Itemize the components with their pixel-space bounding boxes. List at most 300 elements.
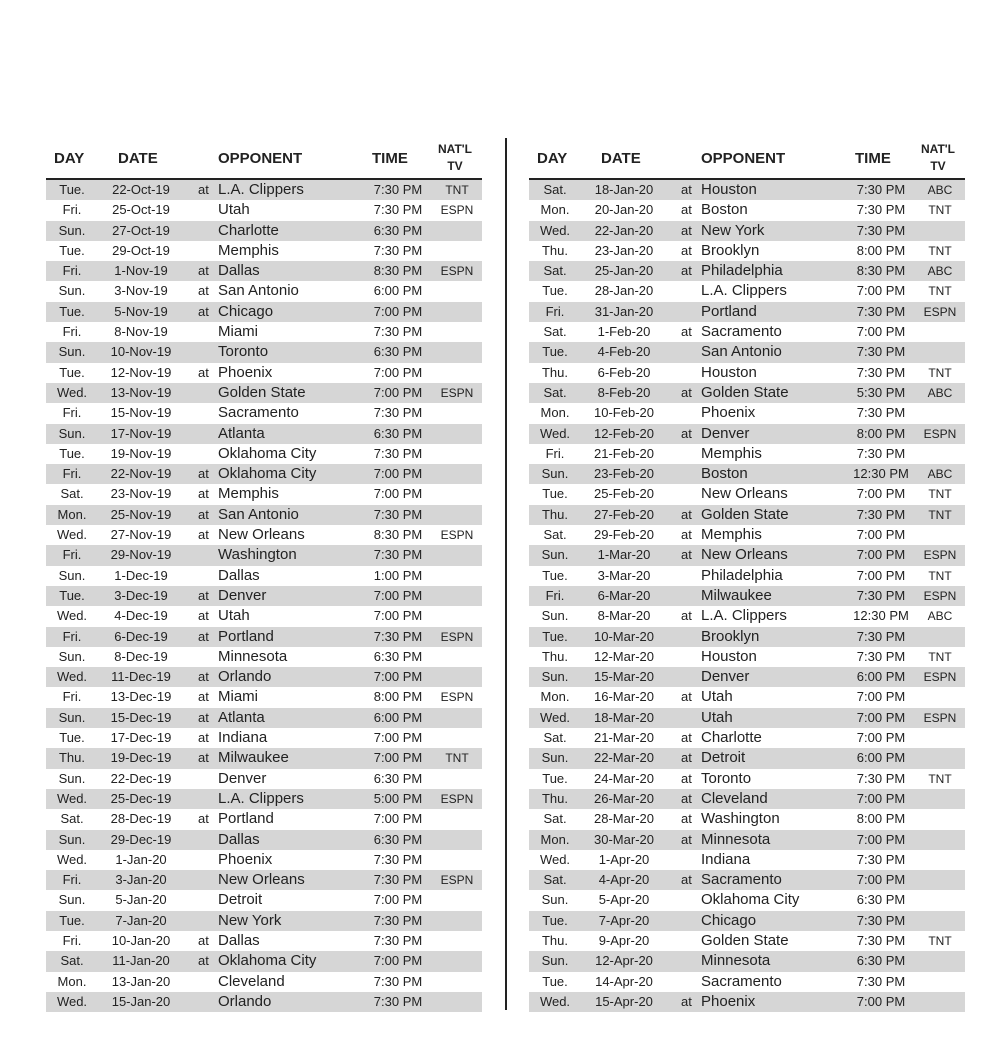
- cell-date: 1-Apr-20: [598, 851, 650, 867]
- cell-opponent: Chicago: [218, 302, 274, 320]
- cell-day: Tue.: [542, 973, 568, 989]
- cell-time: 6:30 PM: [856, 892, 906, 908]
- cell-date: 1-Dec-19: [114, 567, 168, 583]
- cell-away-marker: at: [198, 628, 209, 644]
- cell-opponent: L.A. Clippers: [218, 789, 304, 807]
- cell-opponent: Portland: [218, 810, 274, 828]
- cell-opponent: Golden State: [701, 383, 789, 401]
- cell-national-tv: TNT: [928, 649, 952, 664]
- cell-time: 7:00 PM: [373, 466, 423, 482]
- cell-away-marker: at: [681, 263, 692, 279]
- cell-opponent: Cleveland: [218, 972, 285, 990]
- cell-time: 7:30 PM: [856, 587, 906, 603]
- cell-day: Mon.: [540, 831, 570, 847]
- cell-time: 7:30 PM: [856, 405, 906, 421]
- cell-day: Tue.: [542, 344, 568, 360]
- cell-day: Sat.: [60, 953, 84, 969]
- cell-opponent: Milwaukee: [218, 749, 289, 767]
- cell-day: Wed.: [539, 425, 571, 441]
- table-row: [46, 830, 482, 850]
- cell-day: Fri.: [545, 303, 565, 319]
- cell-day: Fri.: [62, 547, 82, 563]
- cell-time: 7:00 PM: [373, 486, 423, 502]
- cell-opponent: San Antonio: [218, 282, 299, 300]
- cell-time: 6:30 PM: [373, 222, 423, 238]
- cell-day: Wed.: [56, 851, 88, 867]
- cell-time: 7:00 PM: [856, 283, 906, 299]
- cell-day: Sun.: [58, 709, 86, 725]
- cell-away-marker: at: [681, 730, 692, 746]
- cell-time: 7:30 PM: [856, 202, 906, 218]
- cell-national-tv: ESPN: [923, 304, 957, 319]
- table-row: [529, 627, 965, 647]
- cell-day: Sat.: [543, 527, 567, 543]
- cell-away-marker: at: [198, 932, 209, 948]
- cell-time: 5:30 PM: [856, 384, 906, 400]
- cell-day: Mon.: [57, 506, 87, 522]
- cell-time: 7:30 PM: [373, 242, 423, 258]
- cell-day: Wed.: [56, 384, 88, 400]
- cell-day: Wed.: [56, 527, 88, 543]
- cell-day: Tue.: [59, 303, 85, 319]
- cell-date: 22-Oct-19: [112, 182, 170, 197]
- cell-away-marker: at: [198, 811, 209, 827]
- cell-day: Wed.: [539, 709, 571, 725]
- table-row: [46, 647, 482, 667]
- table-row: [529, 566, 965, 586]
- table-row: [529, 789, 965, 809]
- cell-opponent: Oklahoma City: [701, 891, 800, 909]
- cell-date: 5-Apr-20: [598, 892, 650, 908]
- cell-day: Fri.: [62, 466, 82, 482]
- table-row: [529, 890, 965, 910]
- table-row: [529, 992, 965, 1012]
- cell-opponent: Miami: [218, 323, 258, 341]
- table-row: [46, 484, 482, 504]
- cell-away-marker: at: [681, 547, 692, 563]
- table-row: [529, 809, 965, 829]
- cell-away-marker: at: [681, 527, 692, 543]
- cell-time: 7:00 PM: [373, 750, 423, 766]
- cell-away-marker: at: [681, 831, 692, 847]
- cell-time: 6:00 PM: [373, 709, 423, 725]
- table-row: [46, 687, 482, 707]
- table-row: [529, 464, 965, 484]
- cell-time: 6:30 PM: [373, 770, 423, 786]
- cell-time: 7:00 PM: [373, 364, 423, 380]
- cell-opponent: Golden State: [218, 383, 306, 401]
- table-row: [46, 383, 482, 403]
- cell-opponent: Golden State: [701, 931, 789, 949]
- cell-away-marker: at: [681, 993, 692, 1009]
- table-row: [46, 870, 482, 890]
- cell-time: 7:30 PM: [373, 324, 423, 340]
- cell-date: 26-Mar-20: [594, 790, 654, 806]
- cell-opponent: Brooklyn: [701, 241, 760, 259]
- cell-opponent: Oklahoma City: [218, 444, 317, 462]
- cell-opponent: Dallas: [218, 262, 260, 280]
- cell-away-marker: at: [681, 689, 692, 705]
- cell-opponent: Minnesota: [701, 830, 771, 848]
- cell-opponent: Boston: [701, 465, 748, 483]
- cell-date: 10-Mar-20: [594, 628, 654, 644]
- cell-opponent: Indiana: [218, 729, 268, 747]
- table-row: [529, 342, 965, 362]
- table-row: [46, 992, 482, 1012]
- cell-opponent: Utah: [218, 607, 250, 625]
- cell-date: 11-Jan-20: [112, 953, 170, 969]
- cell-date: 24-Mar-20: [594, 770, 654, 786]
- table-row: [529, 708, 965, 728]
- cell-time: 7:30 PM: [856, 506, 906, 522]
- cell-day: Sun.: [58, 567, 86, 583]
- cell-time: 8:00 PM: [856, 425, 906, 441]
- cell-day: Sat.: [543, 730, 567, 746]
- cell-date: 17-Dec-19: [110, 730, 172, 746]
- cell-day: Wed.: [539, 993, 571, 1009]
- cell-opponent: Toronto: [701, 769, 752, 787]
- cell-date: 20-Jan-20: [594, 202, 654, 218]
- table-row: [46, 281, 482, 301]
- cell-time: 7:30 PM: [856, 222, 906, 238]
- table-row: [529, 586, 965, 606]
- cell-day: Sun.: [58, 770, 86, 786]
- cell-day: Sat.: [543, 263, 567, 279]
- cell-date: 13-Jan-20: [111, 973, 171, 989]
- cell-time: 8:00 PM: [856, 811, 906, 827]
- cell-opponent: Washington: [218, 546, 297, 564]
- cell-day: Thu.: [541, 932, 568, 948]
- cell-date: 27-Nov-19: [110, 527, 172, 543]
- cell-date: 25-Dec-19: [110, 790, 172, 806]
- cell-day: Sun.: [58, 344, 86, 360]
- cell-away-marker: at: [198, 709, 209, 725]
- cell-date: 10-Feb-20: [594, 405, 654, 421]
- cell-date: 29-Dec-19: [110, 831, 172, 847]
- cell-opponent: Sacramento: [701, 323, 782, 341]
- cell-opponent: Phoenix: [701, 992, 756, 1010]
- cell-date: 23-Nov-19: [110, 486, 172, 502]
- cell-opponent: Dallas: [218, 830, 260, 848]
- cell-away-marker: at: [681, 506, 692, 522]
- table-row: [46, 586, 482, 606]
- cell-day: Tue.: [542, 567, 568, 583]
- cell-date: 22-Jan-20: [594, 222, 654, 238]
- cell-opponent: New Orleans: [701, 485, 788, 503]
- table-row: [46, 850, 482, 870]
- cell-date: 8-Dec-19: [114, 648, 168, 664]
- cell-away-marker: at: [198, 263, 209, 279]
- cell-time: 7:30 PM: [373, 973, 423, 989]
- cell-time: 7:30 PM: [856, 973, 906, 989]
- table-row: [46, 322, 482, 342]
- table-row: [46, 606, 482, 626]
- cell-time: 7:00 PM: [373, 384, 423, 400]
- cell-time: 7:00 PM: [373, 892, 423, 908]
- cell-day: Sun.: [541, 953, 569, 969]
- cell-date: 28-Jan-20: [594, 283, 654, 299]
- table-row: [46, 444, 482, 464]
- cell-day: Sun.: [58, 283, 86, 299]
- cell-national-tv: TNT: [928, 243, 952, 258]
- cell-date: 16-Mar-20: [594, 689, 654, 705]
- table-row: [46, 627, 482, 647]
- table-row: [529, 200, 965, 220]
- cell-time: 7:30 PM: [856, 182, 906, 197]
- cell-away-marker: at: [681, 872, 692, 888]
- cell-time: 7:00 PM: [856, 324, 906, 340]
- table-row: [529, 302, 965, 322]
- cell-date: 27-Feb-20: [594, 506, 654, 522]
- table-row: [529, 424, 965, 444]
- cell-opponent: Memphis: [218, 485, 279, 503]
- header-time: TIME: [855, 150, 891, 167]
- cell-national-tv: ESPN: [923, 670, 957, 685]
- table-row: [46, 809, 482, 829]
- cell-time: 7:30 PM: [856, 364, 906, 380]
- cell-day: Fri.: [62, 202, 82, 218]
- table-row: [529, 505, 965, 525]
- cell-opponent: Orlando: [218, 992, 272, 1010]
- cell-time: 6:00 PM: [373, 283, 423, 299]
- cell-opponent: Minnesota: [218, 647, 288, 665]
- cell-opponent: San Antonio: [218, 505, 299, 523]
- cell-date: 22-Mar-20: [594, 750, 654, 766]
- cell-away-marker: at: [681, 790, 692, 806]
- cell-date: 14-Apr-20: [595, 973, 653, 989]
- cell-time: 7:30 PM: [373, 851, 423, 867]
- column-divider: [505, 138, 507, 1010]
- table-row: [46, 728, 482, 748]
- cell-date: 5-Nov-19: [114, 303, 168, 319]
- cell-time: 7:30 PM: [856, 445, 906, 461]
- table-row: [529, 972, 965, 992]
- cell-away-marker: at: [198, 466, 209, 482]
- cell-time: 7:30 PM: [373, 547, 423, 563]
- cell-away-marker: at: [681, 750, 692, 766]
- cell-date: 11-Dec-19: [111, 669, 171, 685]
- cell-date: 17-Nov-19: [110, 425, 172, 441]
- cell-time: 7:00 PM: [373, 303, 423, 319]
- cell-day: Tue.: [59, 242, 85, 258]
- cell-day: Thu.: [541, 242, 568, 258]
- cell-national-tv: TNT: [445, 751, 469, 766]
- cell-opponent: Memphis: [701, 444, 762, 462]
- cell-opponent: Atlanta: [218, 708, 265, 726]
- cell-time: 7:30 PM: [373, 872, 423, 888]
- cell-time: 7:30 PM: [856, 851, 906, 867]
- cell-away-marker: at: [198, 364, 209, 380]
- table-row: [46, 769, 482, 789]
- cell-national-tv: TNT: [445, 183, 469, 197]
- table-row: [529, 667, 965, 687]
- cell-national-tv: ESPN: [440, 264, 474, 279]
- cell-opponent: Detroit: [218, 891, 263, 909]
- cell-away-marker: at: [198, 587, 209, 603]
- cell-date: 3-Dec-19: [114, 587, 168, 603]
- cell-opponent: Memphis: [218, 241, 279, 259]
- cell-away-marker: at: [198, 608, 209, 624]
- cell-day: Wed.: [539, 851, 571, 867]
- cell-day: Thu.: [541, 506, 568, 522]
- cell-opponent: Chicago: [701, 911, 757, 929]
- table-row: [46, 180, 482, 200]
- cell-date: 15-Mar-20: [594, 669, 654, 685]
- header-opponent: OPPONENT: [701, 150, 786, 167]
- table-row: [529, 525, 965, 545]
- cell-day: Tue.: [59, 912, 85, 928]
- cell-day: Sat.: [543, 324, 567, 340]
- cell-day: Sat.: [543, 182, 567, 197]
- cell-date: 25-Feb-20: [594, 486, 654, 502]
- table-row: [46, 424, 482, 444]
- table-row: [46, 911, 482, 931]
- table-row: [46, 748, 482, 768]
- cell-away-marker: at: [198, 730, 209, 746]
- table-row: [529, 606, 965, 626]
- cell-opponent: Denver: [218, 586, 267, 604]
- cell-opponent: New York: [701, 221, 765, 239]
- cell-away-marker: at: [198, 527, 209, 543]
- cell-day: Thu.: [541, 364, 568, 380]
- cell-national-tv: ESPN: [440, 203, 474, 218]
- cell-day: Wed.: [56, 993, 88, 1009]
- table-row: [529, 647, 965, 667]
- cell-opponent: Brooklyn: [701, 627, 760, 645]
- cell-day: Wed.: [56, 608, 88, 624]
- cell-date: 8-Feb-20: [597, 384, 651, 400]
- table-row: [529, 484, 965, 504]
- cell-day: Fri.: [62, 263, 82, 279]
- cell-time: 7:00 PM: [856, 567, 906, 583]
- cell-national-tv: ESPN: [923, 710, 957, 725]
- cell-national-tv: ESPN: [440, 629, 474, 644]
- cell-time: 7:30 PM: [373, 445, 423, 461]
- cell-date: 25-Jan-20: [594, 263, 654, 279]
- table-row: [529, 769, 965, 789]
- cell-date: 18-Jan-20: [594, 182, 654, 197]
- cell-date: 3-Jan-20: [115, 872, 167, 888]
- cell-away-marker: at: [198, 506, 209, 522]
- cell-opponent: Dallas: [218, 566, 260, 584]
- cell-opponent: Dallas: [218, 931, 260, 949]
- cell-time: 7:30 PM: [373, 182, 423, 197]
- cell-day: Wed.: [539, 222, 571, 238]
- cell-time: 7:30 PM: [373, 628, 423, 644]
- cell-day: Thu.: [541, 648, 568, 664]
- table-row: [529, 830, 965, 850]
- cell-date: 15-Nov-19: [110, 405, 172, 421]
- table-row: [46, 464, 482, 484]
- cell-opponent: New York: [218, 911, 282, 929]
- table-row: [529, 363, 965, 383]
- cell-time: 7:30 PM: [373, 202, 423, 218]
- table-row: [529, 444, 965, 464]
- cell-day: Fri.: [62, 628, 82, 644]
- cell-time: 7:00 PM: [856, 730, 906, 746]
- cell-date: 19-Nov-19: [110, 445, 172, 461]
- table-row: [46, 403, 482, 423]
- cell-opponent: Minnesota: [701, 952, 771, 970]
- cell-time: 12:30 PM: [853, 466, 909, 482]
- table-row: [529, 180, 965, 200]
- cell-day: Sun.: [58, 831, 86, 847]
- cell-day: Fri.: [62, 405, 82, 421]
- table-row: [46, 951, 482, 971]
- cell-national-tv: TNT: [928, 487, 952, 502]
- cell-day: Mon.: [540, 202, 570, 218]
- cell-time: 7:30 PM: [856, 932, 906, 948]
- cell-national-tv: ABC: [927, 385, 953, 400]
- cell-opponent: Atlanta: [218, 424, 265, 442]
- cell-day: Sat.: [543, 811, 567, 827]
- cell-national-tv: TNT: [928, 365, 952, 380]
- cell-day: Sun.: [541, 608, 569, 624]
- cell-opponent: Milwaukee: [701, 586, 772, 604]
- header-opponent: OPPONENT: [218, 150, 303, 167]
- cell-opponent: Portland: [701, 302, 757, 320]
- cell-national-tv: TNT: [928, 568, 952, 583]
- cell-away-marker: at: [681, 242, 692, 258]
- table-row: [46, 221, 482, 241]
- cell-time: 7:00 PM: [856, 709, 906, 725]
- cell-opponent: Houston: [701, 181, 757, 198]
- cell-day: Tue.: [59, 182, 85, 197]
- cell-time: 6:30 PM: [373, 344, 423, 360]
- cell-opponent: Utah: [218, 201, 250, 219]
- cell-time: 5:00 PM: [373, 790, 423, 806]
- cell-time: 7:00 PM: [856, 872, 906, 888]
- cell-day: Sun.: [58, 648, 86, 664]
- table-row: [529, 748, 965, 768]
- cell-opponent: Detroit: [701, 749, 746, 767]
- table-row: [46, 505, 482, 525]
- table-row: [46, 200, 482, 220]
- cell-date: 12-Mar-20: [594, 648, 654, 664]
- cell-time: 8:00 PM: [856, 242, 906, 258]
- cell-away-marker: at: [681, 608, 692, 624]
- header-national-tv: NAT'L TV: [438, 142, 472, 173]
- cell-day: Wed.: [56, 790, 88, 806]
- cell-time: 7:00 PM: [373, 669, 423, 685]
- cell-day: Tue.: [59, 445, 85, 461]
- table-row: [46, 342, 482, 362]
- cell-time: 7:30 PM: [856, 912, 906, 928]
- table-row: [46, 890, 482, 910]
- cell-time: 6:30 PM: [373, 648, 423, 664]
- cell-opponent: Phoenix: [218, 363, 273, 381]
- cell-date: 13-Nov-19: [110, 384, 172, 400]
- cell-date: 6-Feb-20: [597, 364, 651, 380]
- cell-day: Sun.: [541, 892, 569, 908]
- cell-day: Tue.: [542, 486, 568, 502]
- cell-date: 29-Oct-19: [112, 242, 170, 258]
- cell-opponent: Cleveland: [701, 789, 768, 807]
- cell-national-tv: TNT: [928, 203, 952, 218]
- cell-day: Mon.: [540, 689, 570, 705]
- cell-opponent: L.A. Clippers: [218, 181, 304, 198]
- cell-time: 7:30 PM: [856, 344, 906, 360]
- table-row: [46, 708, 482, 728]
- cell-time: 8:30 PM: [856, 263, 906, 279]
- table-row: [529, 931, 965, 951]
- cell-opponent: Indiana: [701, 850, 751, 868]
- cell-opponent: New Orleans: [701, 546, 788, 564]
- cell-opponent: Houston: [701, 363, 757, 381]
- cell-date: 1-Jan-20: [115, 851, 167, 867]
- cell-away-marker: at: [198, 689, 209, 705]
- cell-date: 3-Nov-19: [114, 283, 168, 299]
